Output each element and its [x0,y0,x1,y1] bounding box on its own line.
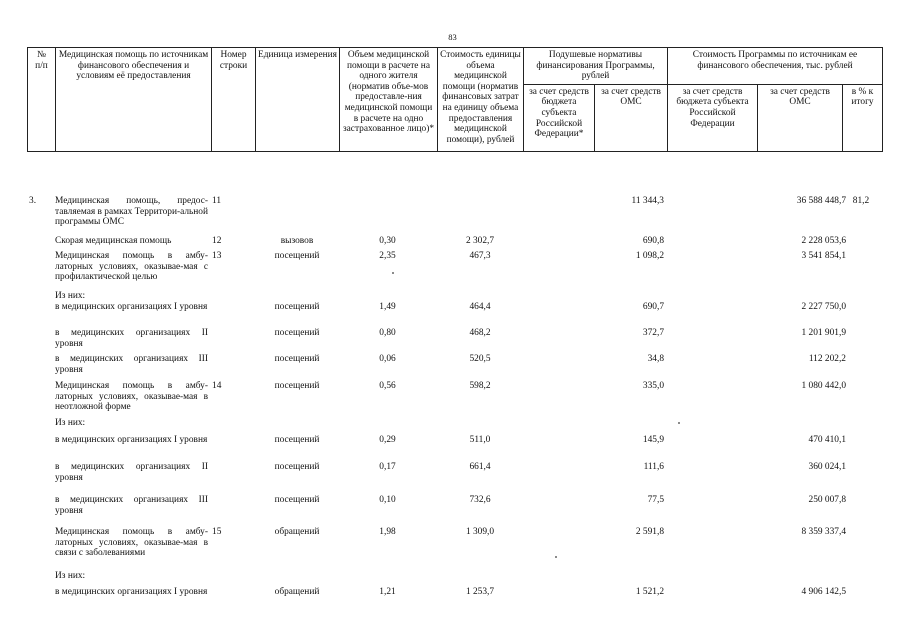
row-description: в медицинских организациях II уровня [55,328,208,349]
row-description: Скорая медицинская помощь [55,236,172,246]
col-header-per-capita-oms: за счет средств ОМС [595,84,668,151]
row-unit-cost: 661,4 [469,462,491,472]
row-total-oms: 2 228 053,6 [801,236,846,246]
row-volume: 2,35 [379,251,396,261]
row-line-number: 14 [212,381,222,391]
row-per-capita-oms: 690,8 [642,236,664,246]
row-unit-cost: 2 302,7 [465,236,495,246]
col-header-total-oms: за счет средств ОМС [758,84,843,151]
row-description: в медицинских организациях I уровня [55,435,208,445]
row-total-oms: 360 024,1 [808,462,846,472]
row-total-oms: 1 201 901,9 [801,328,846,338]
col-header-line: Номер строки [212,48,256,152]
scan-speck [555,556,557,558]
row-unit-cost: 520,5 [469,354,491,364]
row-per-capita-oms: 1 521,2 [635,587,664,597]
row-per-capita-oms: 77,5 [647,495,664,505]
row-description: Из них: [55,418,86,428]
row-description: в медицинских организациях III уровня [55,354,208,375]
row-per-capita-oms: 11 344,3 [631,196,664,206]
row-line-number: 15 [212,527,222,537]
row-total-oms: 2 227 750,0 [801,302,846,312]
row-description: Из них: [55,571,86,581]
row-unit-cost: 1 309,0 [465,527,495,537]
col-header-cost: Стоимость единицы объема медицинской помощи (норматив финансовых затрат на единицу объема предоставления медицинской помощи), рублей [438,48,524,152]
row-total-oms: 112 202,2 [808,354,846,364]
row-volume: 1,98 [379,527,396,537]
row-per-capita-oms: 690,7 [642,302,664,312]
row-unit: вызовов [280,236,314,246]
row-total-oms: 36 588 448,7 [796,196,846,206]
row-per-capita-oms: 111,6 [643,462,664,472]
row-unit: посещений [274,495,320,505]
row-volume: 0,80 [379,328,396,338]
row-unit-cost: 468,2 [469,328,491,338]
row-unit-cost: 1 253,7 [465,587,495,597]
row-unit: обращений [274,527,320,537]
col-header-total-group: Стоимость Программы по источникам ее финансового обеспечения, тыс. рублей [668,48,883,85]
row-unit: посещений [274,462,320,472]
row-volume: 0,17 [379,462,396,472]
row-total-oms: 8 359 337,4 [801,527,846,537]
row-unit-cost: 511,0 [469,435,491,445]
row-unit-cost: 467,3 [469,251,491,261]
row-description: Медицинская помощь, предос-тавляемая в рамках Территори-альной программы ОМС [55,196,208,228]
row-volume: 1,21 [379,587,396,597]
row-total-pct: 81,2 [852,196,870,206]
row-description: в медицинских организациях I уровня [55,587,208,597]
row-total-oms: 470 410,1 [808,435,846,445]
row-unit-cost: 464,4 [469,302,491,312]
row-total-oms: 250 007,8 [808,495,846,505]
col-header-total-pct: в % к итогу [843,84,883,151]
col-header-num: № п/п [28,48,56,152]
row-unit: посещений [274,328,320,338]
table-header [27,47,883,152]
row-unit-cost: 598,2 [469,381,491,391]
row-unit: посещений [274,302,320,312]
scan-speck [392,272,394,274]
row-volume: 0,56 [379,381,396,391]
row-description: Медицинская помощь в амбу-латорных условиях, оказывае-мая в неотложной форме [55,381,208,413]
row-line-number: 12 [212,236,222,246]
row-total-oms: 3 541 854,1 [801,251,846,261]
col-header-per-capita-group: Подушевые нормативы финансирования Программы, рублей [524,48,668,85]
row-unit: посещений [274,435,320,445]
row-volume: 0,06 [379,354,396,364]
row-line-number: 11 [212,196,222,206]
row-volume: 0,29 [379,435,396,445]
row-number: 3. [29,196,37,206]
row-description: Из них: [55,291,86,301]
col-header-per-capita-budget: за счет средств бюджета субъекта Российской Федерации* [524,84,595,151]
row-total-oms: 4 906 142,5 [801,587,846,597]
row-per-capita-oms: 145,9 [642,435,664,445]
row-per-capita-oms: 34,8 [647,354,664,364]
row-description: Медицинская помощь в амбу-латорных условиях, оказывае-мая с профилактической целью [55,251,208,283]
row-per-capita-oms: 2 591,8 [635,527,664,537]
row-per-capita-oms: 335,0 [642,381,664,391]
col-header-volume: Объем медицинской помощи в расчете на одного жителя (норматив объе-мов предоставле-ния медицинской помощи в расчете на одно застрахованное лицо)* [340,48,438,152]
row-unit: посещений [274,251,320,261]
row-description: Медицинская помощь в амбу-латорных условиях, оказывае-мая в связи с заболеваниями [55,527,208,559]
row-description: в медицинских организациях II уровня [55,462,208,483]
row-volume: 0,10 [379,495,396,505]
row-unit-cost: 732,6 [469,495,491,505]
col-header-unit: Единица измерения [256,48,340,152]
row-description: в медицинских организациях III уровня [55,495,208,516]
row-volume: 0,30 [379,236,396,246]
row-unit: посещений [274,354,320,364]
row-total-oms: 1 080 442,0 [801,381,846,391]
row-per-capita-oms: 372,7 [642,328,664,338]
row-volume: 1,49 [379,302,396,312]
row-description: в медицинских организациях I уровня [55,302,208,312]
row-line-number: 13 [212,251,222,261]
row-per-capita-oms: 1 098,2 [635,251,664,261]
scan-speck [678,422,680,424]
col-header-description: Медицинская помощь по источникам финансового обеспечения и условиям её предоставления [56,48,212,152]
row-unit: посещений [274,381,320,391]
col-header-total-budget: за счет средств бюджета субъекта Российской Федерации [668,84,758,151]
page-number: 83 [448,32,457,42]
row-unit: обращений [274,587,320,597]
